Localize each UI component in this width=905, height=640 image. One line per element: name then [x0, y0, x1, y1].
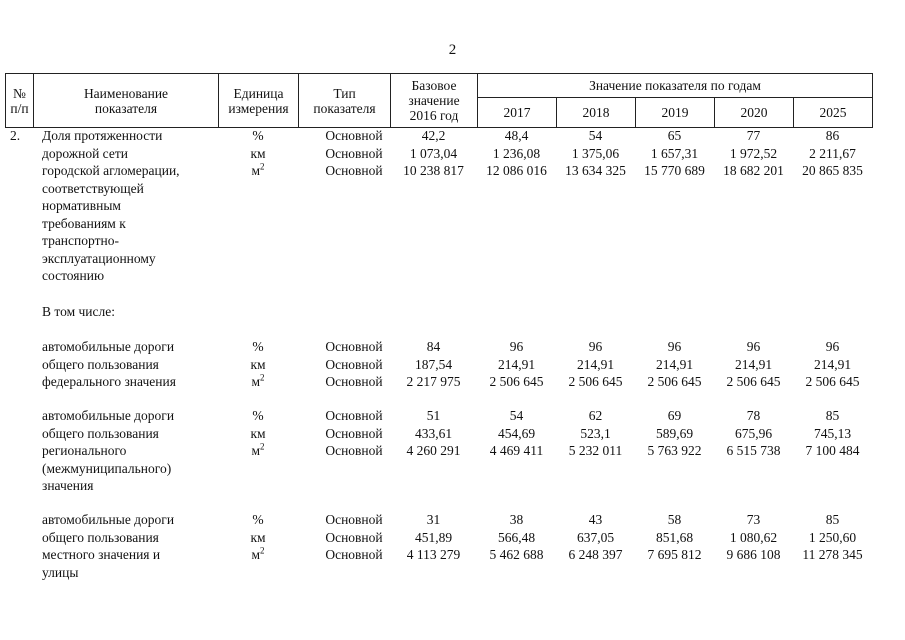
year-value-2018: 523,1 — [580, 425, 611, 441]
table-row — [0, 460, 905, 478]
table-row — [0, 511, 905, 529]
base-value: 4 113 279 — [406, 547, 461, 562]
indicator-name-line: нормативным — [42, 198, 121, 213]
table-row — [0, 162, 905, 180]
header-year-2025: 2025 — [794, 98, 873, 128]
year-value-2025: 2 211,67 — [809, 145, 856, 161]
base-value: 42,2 — [421, 128, 446, 143]
table-row — [0, 425, 905, 443]
table-row — [0, 232, 905, 250]
page-number: 2 — [448, 42, 457, 58]
including-label: В том числе: — [42, 304, 115, 319]
table-row — [0, 197, 905, 215]
base-value: 2 217 975 — [406, 374, 461, 389]
unit-text: м — [251, 443, 261, 458]
year-value-2018: 54 — [588, 128, 603, 143]
table-row — [0, 564, 905, 582]
year-value-2020: 18 682 201 — [723, 163, 784, 178]
year-value-2017: 96 — [509, 339, 524, 354]
indicator-type: Основной — [325, 443, 383, 458]
indicator-type: Основной — [325, 529, 383, 545]
year-value-2019: 58 — [667, 512, 682, 527]
unit-superscript: 2 — [260, 372, 265, 383]
table-row — [0, 373, 905, 391]
header-year-2018: 2018 — [557, 98, 636, 128]
indicator-name-line: общего пользования — [42, 356, 159, 372]
unit-cell — [218, 442, 298, 460]
indicator-type: Основной — [325, 374, 383, 389]
base-value: 1 073,04 — [409, 145, 458, 161]
year-value-2019: 65 — [667, 128, 682, 143]
year-value-2017: 454,69 — [497, 425, 536, 441]
year-value-2025: 85 — [825, 512, 840, 527]
indicator-type: Основной — [325, 512, 383, 527]
indicator-type: Основной — [325, 547, 383, 562]
indicator-type: Основной — [325, 145, 383, 161]
header-num: № п/п — [6, 74, 34, 128]
indicator-name-line: состоянию — [42, 268, 105, 283]
year-value-2025: 20 865 835 — [802, 163, 863, 178]
year-value-2017: 2 506 645 — [489, 374, 544, 389]
indicator-name-line: регионального — [42, 443, 127, 458]
year-value-2019: 7 695 812 — [647, 547, 702, 562]
unit-text: % — [252, 339, 264, 354]
year-value-2025: 2 506 645 — [805, 374, 860, 389]
year-value-2020: 675,96 — [734, 425, 773, 441]
year-value-2025: 214,91 — [813, 356, 852, 372]
unit-cell — [218, 529, 298, 547]
table-row — [0, 529, 905, 547]
year-value-2019: 1 657,31 — [650, 145, 699, 161]
table-row — [0, 407, 905, 425]
base-value: 4 260 291 — [406, 443, 461, 458]
year-value-2019: 5 763 922 — [647, 443, 702, 458]
table-row — [0, 356, 905, 374]
year-value-2025: 1 250,60 — [808, 529, 857, 545]
year-value-2020: 6 515 738 — [726, 443, 781, 458]
year-value-2019: 589,69 — [655, 425, 694, 441]
year-value-2025: 745,13 — [813, 425, 852, 441]
unit-text: % — [252, 128, 264, 143]
header-year-2020: 2020 — [715, 98, 794, 128]
year-value-2018: 62 — [588, 408, 603, 423]
year-value-2020: 1 972,52 — [729, 145, 778, 161]
base-value: 84 — [426, 339, 441, 354]
header-name: Наименование показателя — [34, 74, 219, 128]
year-value-2017: 12 086 016 — [486, 163, 547, 178]
year-value-2018: 1 375,06 — [571, 145, 620, 161]
year-value-2020: 2 506 645 — [726, 374, 781, 389]
unit-text: м — [251, 547, 261, 562]
base-value: 31 — [426, 512, 441, 527]
year-value-2017: 54 — [509, 408, 524, 423]
unit-cell — [218, 145, 298, 163]
year-value-2017: 214,91 — [497, 356, 536, 372]
unit-text: км — [250, 529, 266, 545]
year-value-2017: 38 — [509, 512, 524, 527]
table-row — [0, 477, 905, 495]
unit-cell — [218, 511, 298, 529]
table-header — [5, 73, 873, 128]
year-value-2020: 78 — [746, 408, 761, 423]
year-value-2019: 15 770 689 — [644, 163, 705, 178]
header-years-title: Значение показателя по годам — [478, 74, 873, 98]
table-row — [0, 250, 905, 268]
table-row — [0, 338, 905, 356]
indicator-type: Основной — [325, 163, 383, 178]
indicator-type: Основной — [325, 425, 383, 441]
year-value-2017: 48,4 — [504, 128, 529, 143]
indicator-name-line: общего пользования — [42, 529, 159, 545]
header-type: Тип показателя — [299, 74, 391, 128]
header-unit: Единица измерения — [219, 74, 299, 128]
unit-superscript: 2 — [260, 441, 265, 452]
indicator-name-line: федерального значения — [42, 374, 176, 389]
year-value-2017: 5 462 688 — [489, 547, 544, 562]
table-row — [0, 180, 905, 198]
year-value-2018: 43 — [588, 512, 603, 527]
indicator-name-line: автомобильные дороги — [42, 408, 175, 423]
table-row — [0, 546, 905, 564]
year-value-2020: 9 686 108 — [726, 547, 781, 562]
indicator-name-line: соответствующей — [42, 180, 144, 196]
table-row — [0, 127, 905, 145]
year-value-2018: 96 — [588, 339, 603, 354]
indicator-name-line: городской агломерации, — [42, 163, 180, 178]
indicator-type: Основной — [325, 339, 383, 354]
unit-cell — [218, 162, 298, 180]
year-value-2019: 851,68 — [655, 529, 694, 545]
header-year-2019: 2019 — [636, 98, 715, 128]
year-value-2025: 86 — [825, 128, 840, 143]
table-row — [0, 145, 905, 163]
year-value-2017: 4 469 411 — [489, 443, 544, 458]
indicator-name-line: улицы — [42, 564, 79, 580]
unit-superscript: 2 — [260, 545, 265, 556]
indicator-name-line: транспортно- — [42, 233, 119, 248]
year-value-2019: 69 — [667, 408, 682, 423]
year-value-2019: 2 506 645 — [647, 374, 702, 389]
year-value-2025: 11 278 345 — [802, 547, 863, 562]
year-value-2025: 85 — [825, 408, 840, 423]
base-value: 10 238 817 — [403, 163, 464, 178]
year-value-2019: 214,91 — [655, 356, 694, 372]
indicator-name-line: дорожной сети — [42, 145, 128, 161]
year-value-2025: 7 100 484 — [805, 443, 860, 458]
unit-cell — [218, 407, 298, 425]
year-value-2018: 6 248 397 — [568, 547, 623, 562]
unit-superscript: 2 — [260, 161, 265, 172]
year-value-2017: 1 236,08 — [492, 145, 541, 161]
indicator-type: Основной — [325, 408, 383, 423]
header-base: Базовое значение 2016 год — [391, 74, 478, 128]
unit-text: % — [252, 408, 264, 423]
year-value-2018: 637,05 — [576, 529, 615, 545]
unit-text: м — [251, 163, 261, 178]
unit-cell — [218, 373, 298, 391]
year-value-2020: 77 — [746, 128, 761, 143]
year-value-2020: 1 080,62 — [729, 529, 778, 545]
indicator-name-line: автомобильные дороги — [42, 512, 175, 527]
indicator-type: Основной — [325, 356, 383, 372]
unit-cell — [218, 425, 298, 443]
indicator-name-line: Доля протяженности — [42, 128, 163, 143]
year-value-2020: 96 — [746, 339, 761, 354]
unit-text: км — [250, 356, 266, 372]
unit-text: % — [252, 512, 264, 527]
year-value-2017: 566,48 — [497, 529, 536, 545]
unit-cell — [218, 127, 298, 145]
table-row — [0, 267, 905, 285]
year-value-2018: 2 506 645 — [568, 374, 623, 389]
table-row — [0, 215, 905, 233]
indicator-name-line: местного значения и — [42, 547, 161, 562]
table-row — [0, 303, 905, 321]
indicator-name-line: автомобильные дороги — [42, 339, 175, 354]
header-year-2017: 2017 — [478, 98, 557, 128]
unit-text: км — [250, 425, 266, 441]
table-row — [0, 442, 905, 460]
year-value-2018: 214,91 — [576, 356, 615, 372]
unit-text: м — [251, 374, 261, 389]
indicator-name-line: значения — [42, 478, 94, 493]
year-value-2025: 96 — [825, 339, 840, 354]
base-value: 433,61 — [414, 425, 453, 441]
unit-cell — [218, 356, 298, 374]
unit-cell — [218, 546, 298, 564]
year-value-2020: 214,91 — [734, 356, 773, 372]
year-value-2018: 5 232 011 — [568, 443, 623, 458]
indicator-name-line: требованиям к — [42, 215, 126, 231]
base-value: 51 — [426, 408, 441, 423]
indicator-type: Основной — [325, 128, 383, 143]
indicator-name-line: общего пользования — [42, 425, 159, 441]
indicator-name-line: (межмуниципального) — [42, 460, 172, 476]
row-number: 2. — [10, 128, 21, 143]
unit-cell — [218, 338, 298, 356]
year-value-2018: 13 634 325 — [565, 163, 626, 178]
base-value: 187,54 — [414, 356, 453, 372]
indicator-name-line: эксплуатационному — [42, 250, 156, 266]
base-value: 451,89 — [414, 529, 453, 545]
year-value-2019: 96 — [667, 339, 682, 354]
year-value-2020: 73 — [746, 512, 761, 527]
unit-text: км — [250, 145, 266, 161]
